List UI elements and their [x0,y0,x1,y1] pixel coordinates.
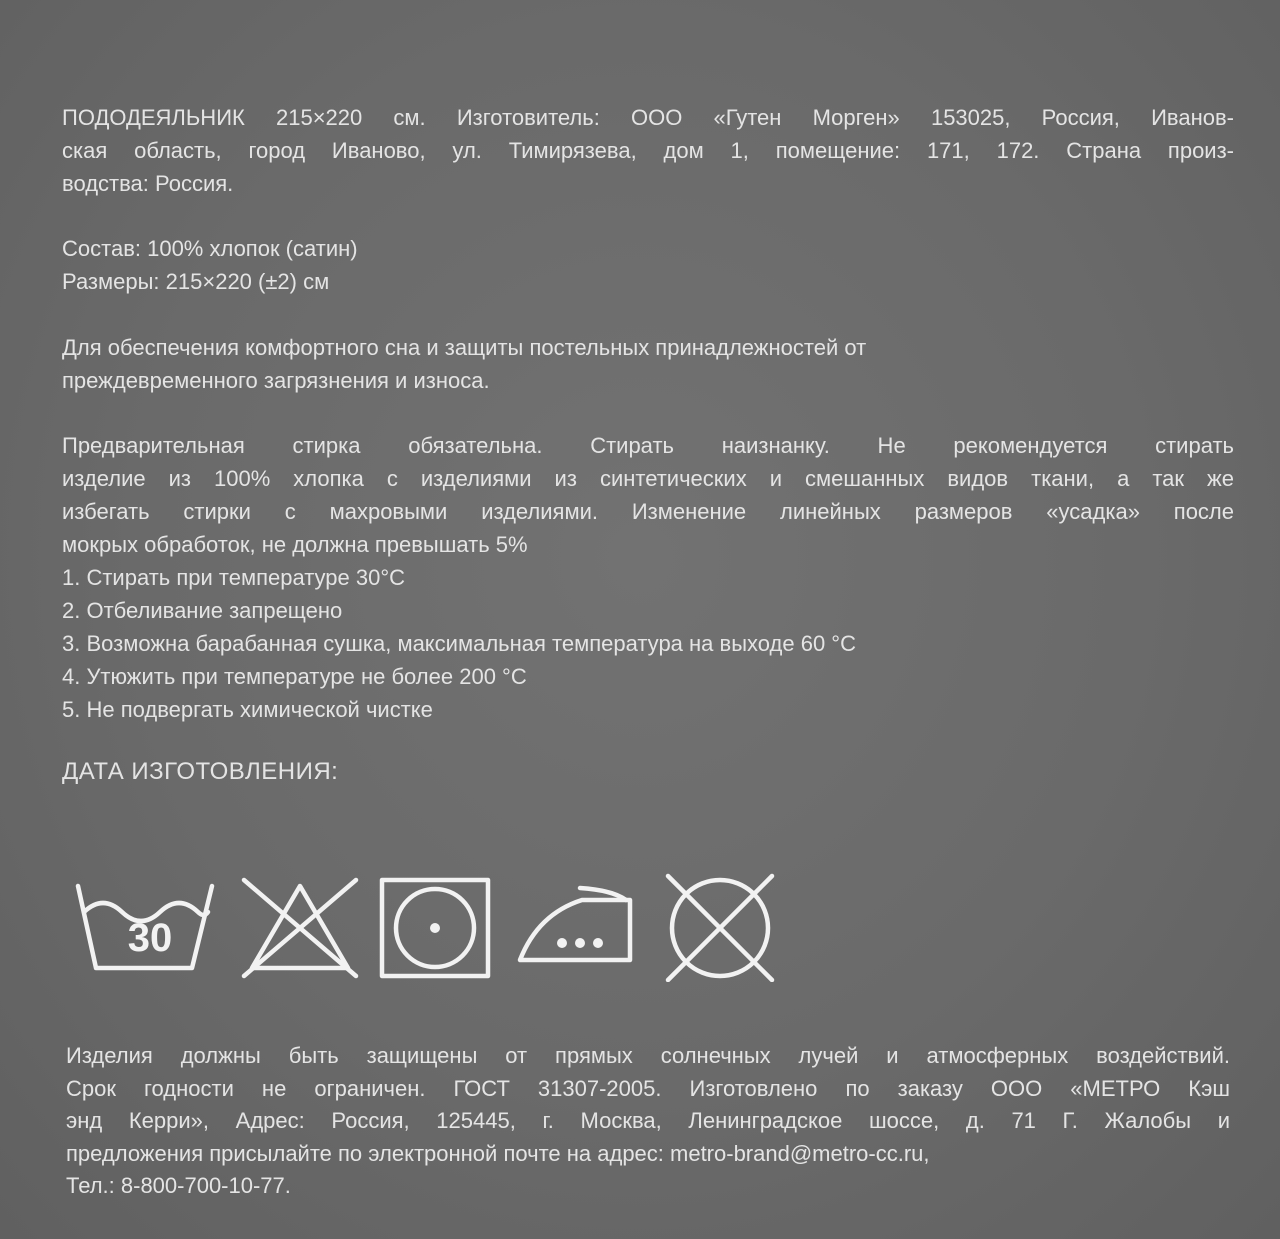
care-item: 1. Стирать при температуре 30°С [62,565,406,590]
iron-dot [557,938,567,948]
purpose-paragraph [62,331,1234,397]
care-instructions [62,429,1234,726]
text-line: преждевременного загрязнения и износа. [62,368,490,393]
care-item: 3. Возможна барабанная сушка, максимальная температура на выходе 60 °С [62,631,856,656]
dry-dot [430,923,440,933]
text-line: Тел.: 8-800-700-10-77. [66,1173,291,1198]
footer-paragraph [66,1040,1230,1203]
manufacturer-paragraph [62,101,1234,200]
text-line: предложения присылайте по электронной почте на адрес: metro-brand@metro-cc.ru, [66,1140,930,1166]
text-line: Предварительная стирка обязательна. Стирать наизнанку. Не рекомендуется стирать [62,433,1234,458]
no-dry-clean-icon [668,876,772,980]
text-line: Для обеспечения комфортного сна и защиты постельных принадлежностей от [62,335,867,360]
text-line: ская область, город Иваново, ул. Тимирязева, дом 1, помещение: 171, 172. Страна произ- [62,138,1234,163]
iron-dot [575,938,585,948]
manufacture-date-heading: ДАТА ИЗГОТОВЛЕНИЯ: [62,758,339,785]
text-line: Срок годности не ограничен. ГОСТ 31307-2005. Изготовлено по заказу ООО «МЕТРО Кэш [66,1075,1230,1101]
text-line: энд Керри», Адрес: Россия, 125445, г. Москва, Ленинградское шоссе, д. 71 Г. Жалобы и [66,1108,1230,1133]
care-item: 2. Отбеливание запрещено [62,598,343,623]
iron-dot [593,938,603,948]
text-line: мокрых обработок, не должна превышать 5% [62,532,528,557]
text-line: избегать стирки с махровыми изделиями. Изменение линейных размеров «усадка» после [62,499,1234,524]
composition-material: Состав: 100% хлопок (сатин) [62,236,358,261]
composition-size: Размеры: 215×220 (±2) см [62,269,330,294]
care-item: 5. Не подвергать химической чистке [62,697,433,722]
wash-temperature-label: 30 [127,916,173,960]
text-line: Изделия должны быть защищены от прямых солнечных лучей и атмосферных воздействий. [66,1043,1230,1068]
care-item: 4. Утюжить при температуре не более 200 °С [62,664,527,689]
care-symbols [70,872,790,982]
text-line: водства: Россия. [62,171,234,196]
no-bleach-icon [244,880,356,976]
text-line: изделие из 100% хлопка с изделиями из синтетических и смешанных видов ткани, а так же [62,466,1234,491]
text-line: ПОДОДЕЯЛЬНИК 215×220 см. Изготовитель: ООО «Гутен Морген» 153025, Россия, Иванов- [62,105,1234,130]
composition-block [62,232,1234,298]
iron-three-dots-icon [520,888,630,960]
